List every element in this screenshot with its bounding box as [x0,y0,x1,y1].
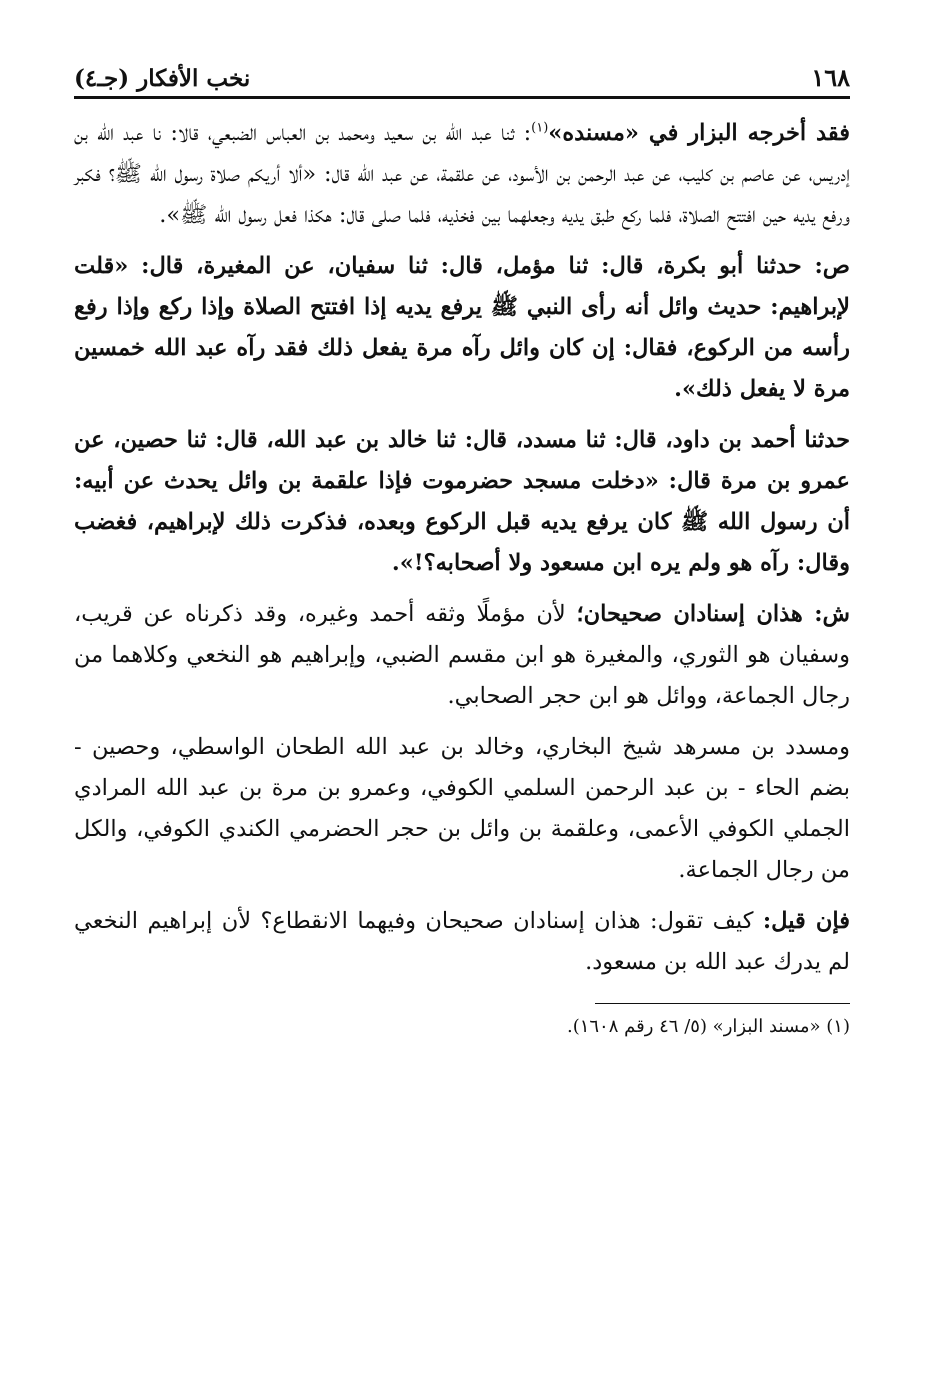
paragraph-text: : ثنا عبد الله بن سعيد ومحمد بن العباس الضبعي، قالا: نا عبد الله بن إدريس، عن عاصم بن كليب، عن عبد الرحمن بن الأسود، عن علقمة، عن عبد الله قال: «ألا أريكم صلاة رسول الله ﷺ؟ فكبر ورفع يديه حين افتتح الصلاة، فلما ركع طبق يديه وجعلهما بين فخذيه، فلما صلى قال: هكذا فعل رسول الله ﷺ». [74,120,850,228]
paragraph-lead: ش: هذان إسنادان صحيحان؛ [576,601,850,627]
book-title: نخب الأفكار (جـ٤) [74,65,251,92]
paragraph-shin [74,594,850,717]
paragraph-lead: فإن قيل: [762,908,850,934]
footnote: (١) «مسند البزار» (٥/ ٤٦ رقم ١٦٠٨). [566,1016,850,1037]
paragraph-text: كيف تقول: هذان إسنادان صحيحان وفيهما الانقطاع؟ لأن إبراهيم النخعي لم يدرك عبد الله بن مسعود. [74,908,850,975]
paragraph-text: حدثنا أحمد بن داود، قال: ثنا مسدد، قال: ثنا خالد بن عبد الله، قال: ثنا حصين، عن عمرو بن مرة قال: «دخلت مسجد حضرموت فإذا علقمة بن وائل يحدث عن أبيه: أن رسول الله ﷺ كان يرفع يديه قبل الركوع وبعده، فذكرت ذلك لإبراهيم، فغضب وقال: رآه هو ولم يره ابن مسعود ولا أصحابه؟!». [74,427,850,576]
page-header [74,52,850,99]
paragraph-text: حدثنا أبو بكرة، قال: ثنا مؤمل، قال: ثنا سفيان، عن المغيرة، قال: «قلت لإبراهيم: حديث وائل أنه رأى النبي ﷺ يرفع يديه إذا افتتح الصلاة وإذا ركع وإذا رفع رأسه من الركوع، فقال: إن كان وائل رآه مرة يفعل ذلك فقد رآه عبد الله خمسين مرة لا يفعل ذلك». [74,253,850,402]
footnote-ref[interactable]: (١) [531,120,549,136]
paragraph-lead: ص: [814,253,850,279]
paragraph-lead: فقد أخرجه البزار في «مسنده» [548,120,850,146]
footnote-divider [595,1003,850,1004]
page-body [74,113,850,1042]
paragraph-sad [74,246,850,410]
paragraph-bazzar [74,113,850,236]
paragraph-text: ومسدد بن مسرهد شيخ البخاري، وخالد بن عبد الله الطحان الواسطي، وحصين - بضم الحاء - بن عبد الرحمن السلمي الكوفي، وعمرو بن مرة بن عبد الله المرادي الجملي الكوفي الأعمى، وعلقمة بن وائل بن حجر الحضرمي الكندي الكوفي، والكل من رجال الجماعة. [74,734,850,883]
paragraph-musaddad [74,727,850,891]
paragraph-text: لأن مؤملًا وثقه أحمد وغيره، وقد ذكرناه عن قريب، وسفيان هو الثوري، والمغيرة هو ابن مقسم الضبي، وإبراهيم هو النخعي وكلاهما من رجال الجماعة، ووائل هو ابن حجر الصحابي. [74,601,850,709]
page-number: ١٦٨ [811,63,850,92]
paragraph-objection [74,901,850,983]
paragraph-ahmad [74,420,850,584]
